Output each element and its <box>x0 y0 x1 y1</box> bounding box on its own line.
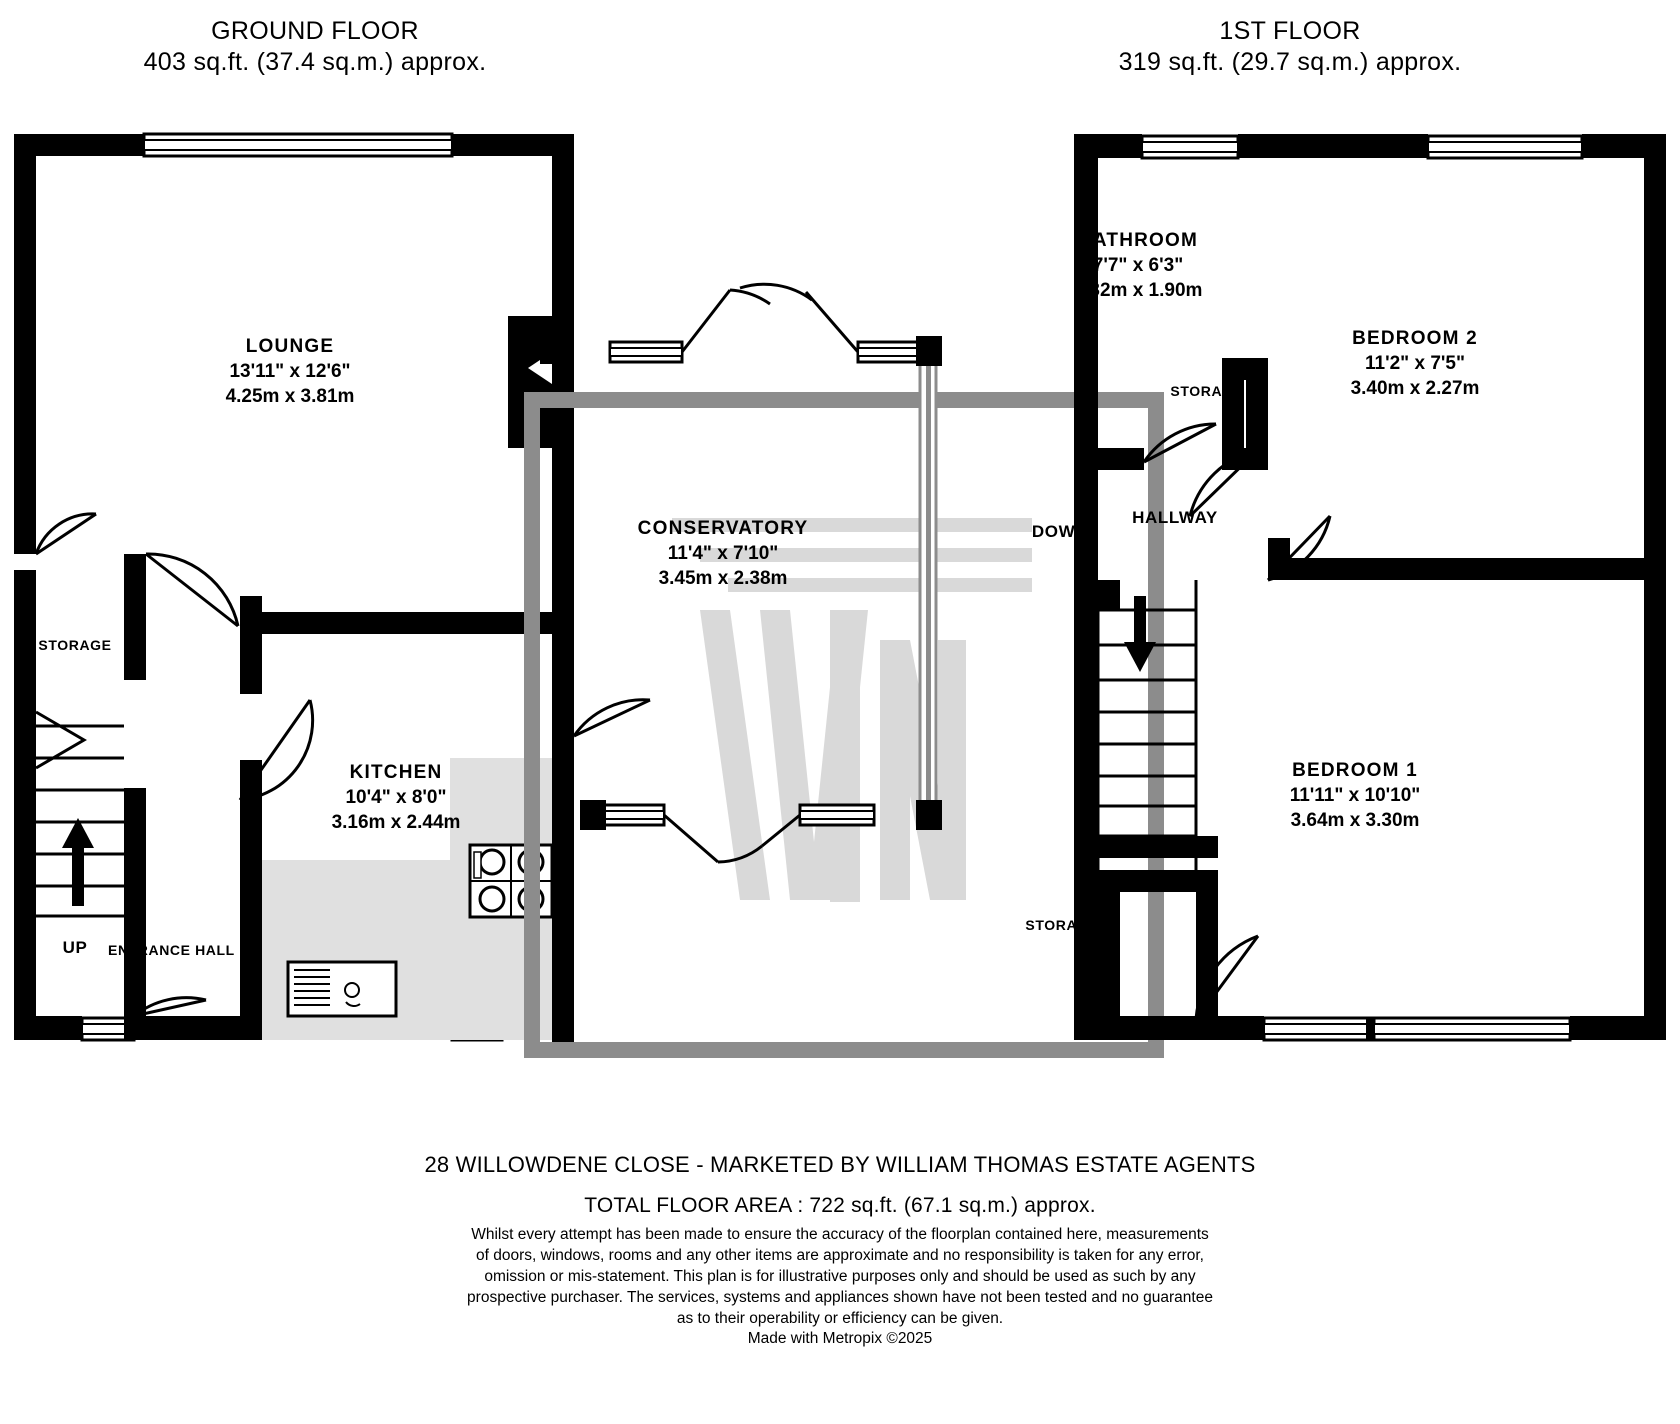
bedroom2-metric: 3.40m x 2.27m <box>1350 378 1480 399</box>
room-label-conservatory <box>588 516 858 591</box>
room-label-bedroom2 <box>1300 326 1530 401</box>
conservatory-metric: 3.45m x 2.38m <box>658 568 788 589</box>
lounge-name: LOUNGE <box>245 336 335 357</box>
disclaimer-line-3: omission or mis-statement. This plan is for illustrative purposes only and should be used as such by any <box>484 1268 1196 1285</box>
kitchen-name: KITCHEN <box>349 762 443 783</box>
first-floor-area: 319 sq.ft. (29.7 sq.m.) approx. <box>1118 48 1462 76</box>
storage-label-first-upper: STORAGE <box>1170 383 1244 399</box>
hallway-label: HALLWAY <box>1132 508 1218 527</box>
room-label-bathroom <box>1028 228 1248 303</box>
down-label: DOWN <box>1031 522 1089 541</box>
conservatory-name: CONSERVATORY <box>637 518 809 539</box>
disclaimer-line-5: as to their operability or efficiency can be given. <box>676 1310 1004 1327</box>
bathroom-metric: 2.32m x 1.90m <box>1073 280 1203 301</box>
room-label-bedroom1 <box>1235 758 1475 833</box>
first-floor-title: 1ST FLOOR <box>1219 17 1361 45</box>
bathroom-imperial: 7'7" x 6'3" <box>1092 255 1184 276</box>
bedroom2-imperial: 11'2" x 7'5" <box>1365 353 1465 374</box>
conservatory-imperial: 11'4" x 7'10" <box>667 543 779 564</box>
bedroom1-imperial: 11'11" x 10'10" <box>1289 785 1421 806</box>
footer-title: 28 WILLOWDENE CLOSE - MARKETED BY WILLIAM THOMAS ESTATE AGENTS <box>424 1152 1256 1177</box>
first-stairs <box>1098 580 1196 870</box>
bedroom1-name: BEDROOM 1 <box>1292 760 1418 781</box>
storage-label-ground: STORAGE <box>38 637 112 653</box>
ground-stairs <box>36 712 124 916</box>
lounge-imperial: 13'11" x 12'6" <box>229 361 351 382</box>
disclaimer-line-2: of doors, windows, rooms and any other items are approximate and no responsibility is taken for any error, <box>475 1247 1204 1264</box>
footer-disclaimer <box>0 1224 1680 1329</box>
disclaimer-line-4: prospective purchaser. The services, systems and appliances shown have not been tested and no guarantee <box>467 1289 1213 1306</box>
ground-floor-area: 403 sq.ft. (37.4 sq.m.) approx. <box>143 48 487 76</box>
ground-floor-plan <box>14 134 1164 1058</box>
entrance-hall-label: ENTRANCE HALL <box>108 942 235 958</box>
disclaimer-line-1: Whilst every attempt has been made to ensure the accuracy of the floorplan contained here, measurements <box>471 1226 1209 1243</box>
footer-total-area: TOTAL FLOOR AREA : 722 sq.ft. (67.1 sq.m.) approx. <box>584 1194 1096 1217</box>
bedroom1-metric: 3.64m x 3.30m <box>1290 810 1420 831</box>
bathroom-name: BATHROOM <box>1077 230 1199 251</box>
lounge-metric: 4.25m x 3.81m <box>225 386 355 407</box>
room-label-kitchen <box>286 760 506 835</box>
up-label: UP <box>62 938 88 957</box>
room-label-lounge <box>180 334 400 409</box>
footer-made-with: Made with Metropix ©2025 <box>747 1330 933 1347</box>
storage-label-first-lower: STORAGE <box>1025 917 1099 933</box>
kitchen-imperial: 10'4" x 8'0" <box>345 787 447 808</box>
kitchen-metric: 3.16m x 2.44m <box>331 812 461 833</box>
bedroom2-name: BEDROOM 2 <box>1352 328 1478 349</box>
ground-floor-title: GROUND FLOOR <box>211 17 419 45</box>
